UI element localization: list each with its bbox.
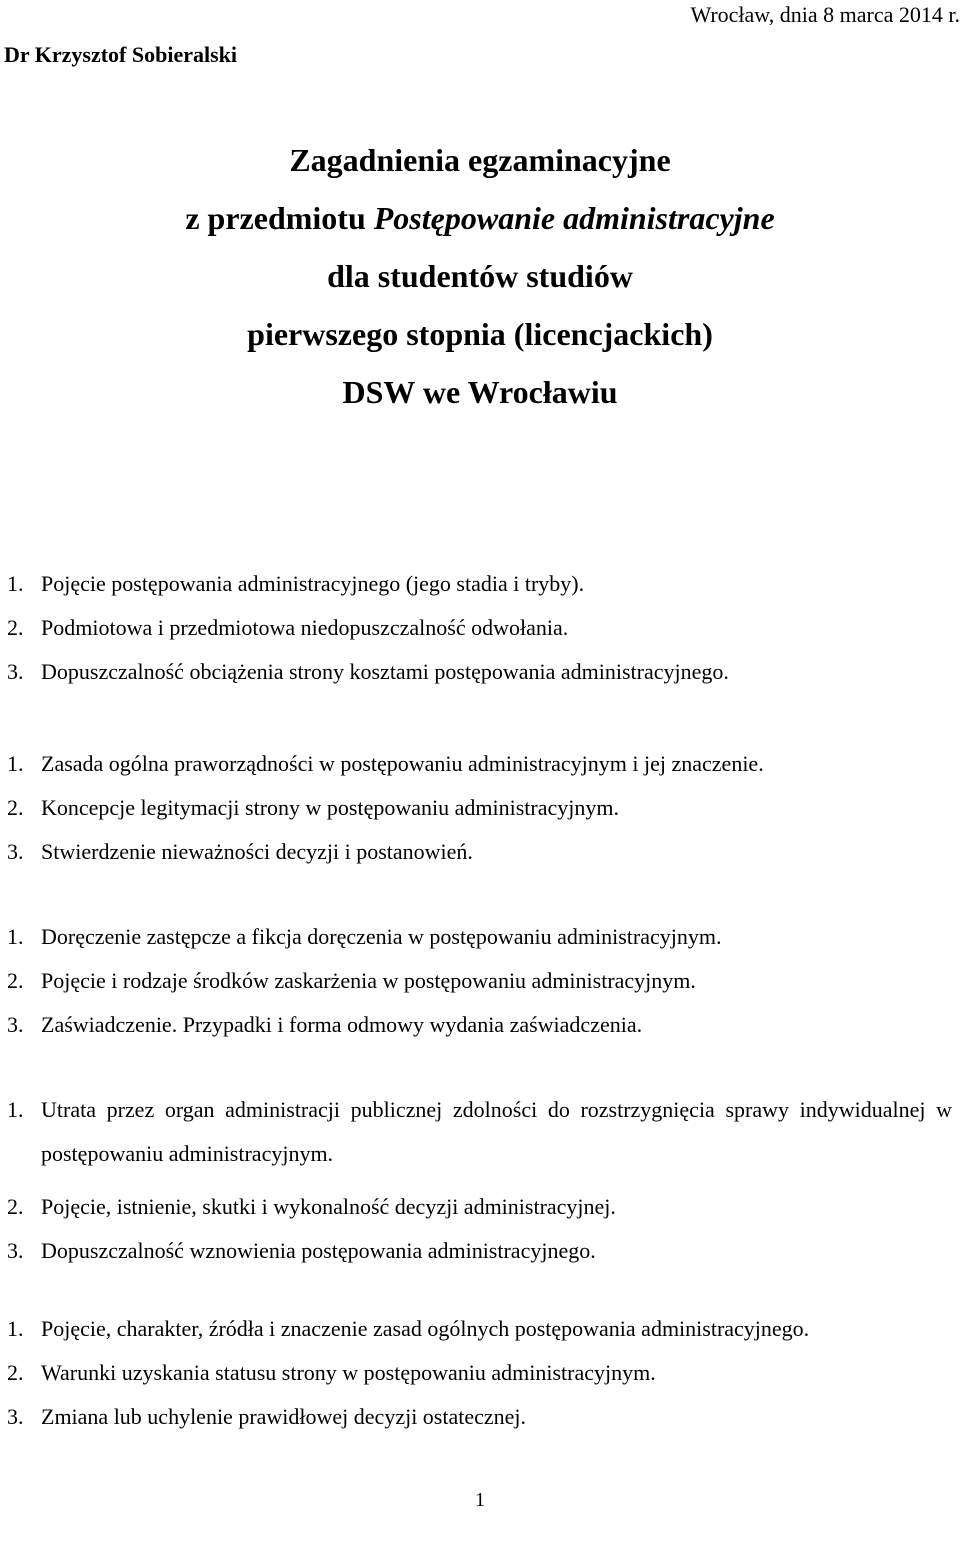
question-item	[0, 1316, 952, 1342]
question-number: 1.	[7, 1097, 24, 1122]
document-date: Wrocław, dnia 8 marca 2014 r.	[690, 2, 960, 27]
title-line-1: Zagadnienia egzaminacyjne	[289, 142, 671, 178]
title-line-4: pierwszego stopnia (licencjackich)	[247, 316, 713, 352]
question-number: 1.	[7, 571, 24, 596]
question-text: Stwierdzenie nieważności decyzji i postanowień.	[41, 839, 473, 864]
title-line-2	[0, 198, 960, 256]
question-text: Pojęcie postępowania administracyjnego (jego stadia i tryby).	[41, 571, 585, 596]
question-number: 3.	[7, 1404, 24, 1429]
question-item	[0, 1194, 952, 1220]
question-text: Zaświadczenie. Przypadki i forma odmowy wydania zaświadczenia.	[41, 1012, 643, 1037]
question-number: 3.	[7, 1238, 24, 1263]
question-text: Pojęcie i rodzaje środków zaskarżenia w postępowaniu administracyjnym.	[41, 968, 696, 993]
question-item	[0, 659, 952, 685]
question-number: 3.	[7, 659, 24, 684]
question-set-1	[0, 571, 952, 703]
question-number: 2.	[7, 795, 24, 820]
question-item	[0, 615, 952, 641]
question-number: 2.	[7, 1360, 24, 1385]
question-text: Pojęcie, istnienie, skutki i wykonalność decyzji administracyjnej.	[41, 1194, 616, 1219]
question-text: Dopuszczalność obciążenia strony kosztami postępowania administracyjnego.	[41, 659, 729, 684]
question-text: Dopuszczalność wznowienia postępowania administracyjnego.	[41, 1238, 596, 1263]
question-item	[0, 751, 952, 777]
title-line-2-prefix: z przedmiotu	[185, 200, 374, 236]
question-text: Warunki uzyskania statusu strony w postępowaniu administracyjnym.	[41, 1360, 656, 1385]
question-item	[0, 839, 952, 865]
question-text: Utrata przez organ administracji publicznej zdolności do rozstrzygnięcia sprawy indywidualnej w postępowaniu administracyjnym.	[41, 1097, 952, 1166]
document-title	[0, 140, 960, 430]
question-set-2	[0, 751, 952, 883]
page-number: 1	[475, 1489, 485, 1511]
question-item	[0, 968, 952, 994]
question-text: Zmiana lub uchylenie prawidłowej decyzji ostatecznej.	[41, 1404, 527, 1429]
question-item	[0, 795, 952, 821]
question-number: 2.	[7, 615, 24, 640]
question-number: 1.	[7, 751, 24, 776]
question-number: 1.	[7, 1316, 24, 1341]
question-item	[0, 1404, 952, 1430]
question-number: 2.	[7, 968, 24, 993]
question-text: Podmiotowa i przedmiotowa niedopuszczalność odwołania.	[41, 615, 569, 640]
course-subject: Postępowanie administracyjne	[373, 200, 775, 236]
question-text: Zasada ogólna praworządności w postępowaniu administracyjnym i jej znaczenie.	[41, 751, 764, 776]
question-item	[0, 571, 952, 597]
question-number: 3.	[7, 1012, 24, 1037]
question-set-3	[0, 924, 952, 1056]
title-line-3: dla studentów studiów	[327, 258, 633, 294]
title-line-5: DSW we Wrocławiu	[342, 374, 618, 410]
question-item	[0, 1097, 952, 1176]
question-item	[0, 924, 952, 950]
question-item	[0, 1012, 952, 1038]
question-text: Doręczenie zastępcze a fikcja doręczenia w postępowaniu administracyjnym.	[41, 924, 722, 949]
question-text: Pojęcie, charakter, źródła i znaczenie zasad ogólnych postępowania administracyjnego.	[41, 1316, 810, 1341]
question-set-4	[0, 1097, 952, 1282]
author-name: Dr Krzysztof Sobieralski	[4, 42, 238, 67]
question-number: 2.	[7, 1194, 24, 1219]
question-set-5	[0, 1316, 952, 1448]
question-text: Koncepcje legitymacji strony w postępowaniu administracyjnym.	[41, 795, 619, 820]
question-item	[0, 1238, 952, 1264]
question-number: 1.	[7, 924, 24, 949]
question-item	[0, 1360, 952, 1386]
question-number: 3.	[7, 839, 24, 864]
